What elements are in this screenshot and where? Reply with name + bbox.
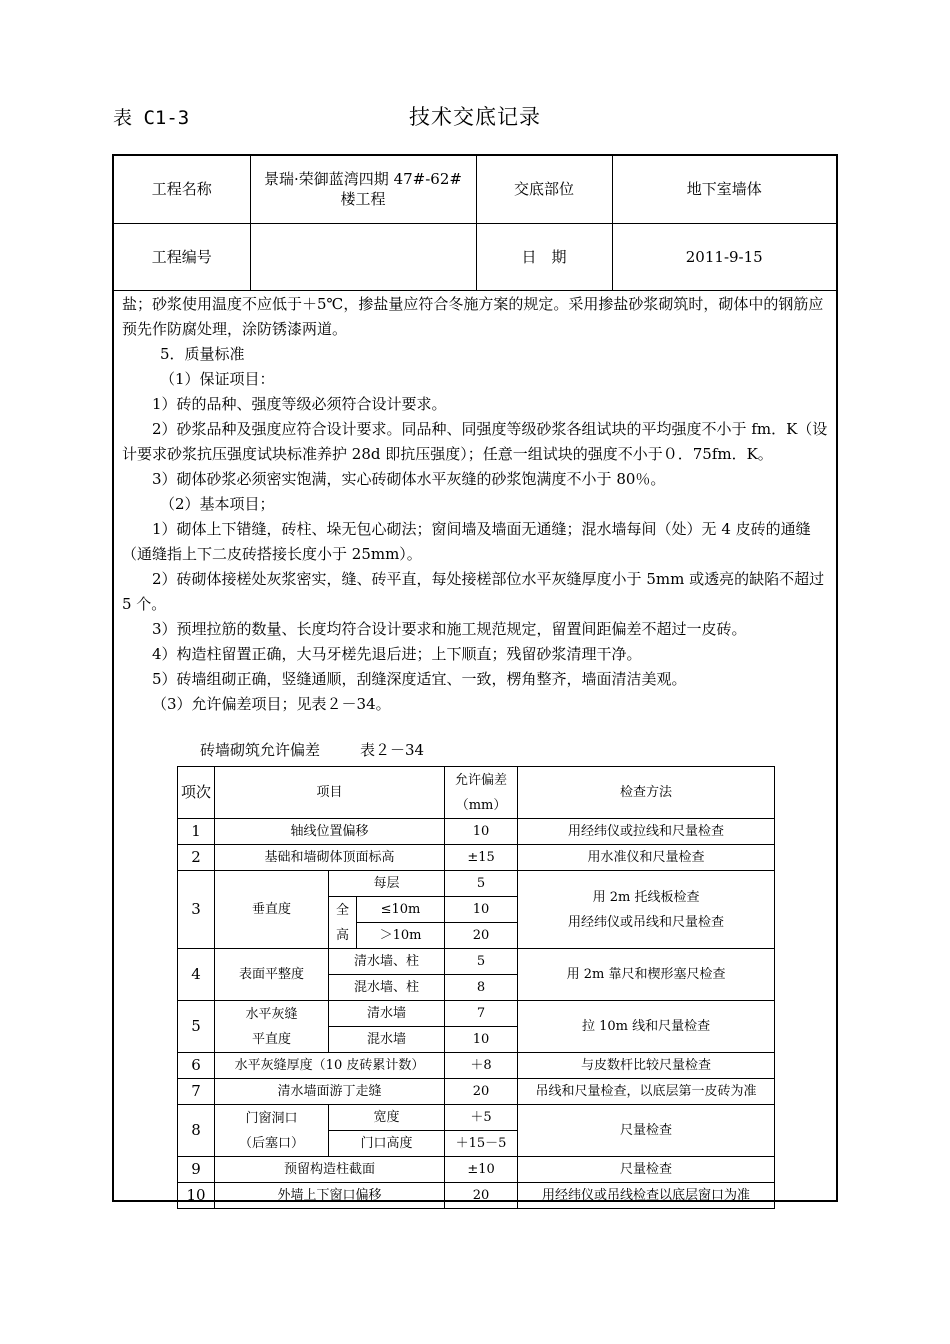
table-caption bbox=[200, 740, 464, 760]
row-tolerance: 10 bbox=[445, 1027, 518, 1053]
row-tolerance: 20 bbox=[445, 1079, 518, 1105]
paragraph: 1）砌体上下错缝，砖柱、垛无包心砌法；窗间墙及墙面无通缝；混水墙每间（处）无 4 皮砖的通缝（通缝指上下二皮砖搭接长度小于 25mm）。 bbox=[122, 520, 811, 563]
paragraph: 4）构造柱留置正确，大马牙槎先退后进；上下顺直；残留砂浆清理干净。 bbox=[152, 645, 642, 663]
method-line: 用经纬仪或吊线和尺量检查 bbox=[568, 914, 725, 930]
row-method: 用经纬仪或吊线检查以底层窗口为准 bbox=[518, 1183, 775, 1209]
form-code: 表 C1-3 bbox=[113, 107, 190, 129]
paragraph: （3）允许偏差项目；见表２－34。 bbox=[152, 695, 391, 713]
table-row bbox=[178, 819, 775, 845]
table-row bbox=[178, 845, 775, 871]
table-row bbox=[178, 871, 775, 897]
row-no: 4 bbox=[178, 949, 215, 1001]
row-item bbox=[215, 1105, 329, 1157]
table-row bbox=[178, 1105, 775, 1131]
table-row bbox=[178, 949, 775, 975]
row-method: 尺量检查 bbox=[518, 1157, 775, 1183]
row-subitem: 每层 bbox=[329, 871, 445, 897]
row-item: 基础和墙砌体顶面标高 bbox=[215, 845, 445, 871]
table-row bbox=[178, 1053, 775, 1079]
project-name-value: 景瑞·荣御蓝湾四期 47#-62# 楼工程 bbox=[250, 156, 476, 223]
record-frame bbox=[112, 154, 838, 1202]
row-no: 7 bbox=[178, 1079, 215, 1105]
paragraph: 盐；砂浆使用温度不应低于＋5℃，掺盐量应符合冬施方案的规定。采用掺盐砂浆砌筑时，砌体中的钢筋应预先作防腐处理，涂防锈漆两道。 bbox=[122, 295, 824, 338]
row-item: 预留构造柱截面 bbox=[215, 1157, 445, 1183]
row-method: 吊线和尺量检查，以底层第一皮砖为准 bbox=[518, 1079, 775, 1105]
row-tolerance: 10 bbox=[445, 819, 518, 845]
row-tolerance: ＋5 bbox=[445, 1105, 518, 1131]
method-line: 用 2m 托线板检查 bbox=[592, 889, 700, 905]
row-method: 尺量检查 bbox=[518, 1105, 775, 1157]
row-subitem: 混水墙、柱 bbox=[329, 975, 445, 1001]
paragraph: 5．质量标准 bbox=[160, 345, 245, 363]
row-item: 垂直度 bbox=[215, 871, 329, 949]
head-method: 检查方法 bbox=[518, 767, 775, 819]
row-tolerance: ＋15－5 bbox=[445, 1131, 518, 1157]
row-no: 3 bbox=[178, 871, 215, 949]
project-no-label: 工程编号 bbox=[114, 223, 250, 290]
table-row bbox=[178, 1157, 775, 1183]
row-no: 6 bbox=[178, 1053, 215, 1079]
body-text bbox=[122, 292, 830, 717]
paragraph: 1）砖的品种、强度等级必须符合设计要求。 bbox=[152, 395, 447, 413]
row-tolerance: 5 bbox=[445, 949, 518, 975]
paragraph: 3）砌体砂浆必须密实饱满，实心砖砌体水平灰缝的砂浆饱满度不小于 80％。 bbox=[152, 470, 666, 488]
table-row bbox=[178, 1079, 775, 1105]
page-title: 技术交底记录 bbox=[409, 105, 541, 129]
paragraph: 2）砂浆品种及强度应符合设计要求。同品种、同强度等级砂浆各组试块的平均强度不小于 fm．K（设计要求砂浆抗压强度试块标准养护 28d 即抗压强度）；任意一组试块的强度不小于０．75fm．K。 bbox=[122, 420, 828, 463]
row-method: 与皮数杆比较尺量检查 bbox=[518, 1053, 775, 1079]
row-method bbox=[518, 871, 775, 949]
row-no: 10 bbox=[178, 1183, 215, 1209]
row-item: 清水墙面游丁走缝 bbox=[215, 1079, 445, 1105]
head-item: 项目 bbox=[215, 767, 445, 819]
row-subitem: 宽度 bbox=[329, 1105, 445, 1131]
row-no: 2 bbox=[178, 845, 215, 871]
paragraph: 3）预埋拉筋的数量、长度均符合设计要求和施工规范规定，留置间距偏差不超过一皮砖。 bbox=[152, 620, 747, 638]
row-item: 外墙上下窗口偏移 bbox=[215, 1183, 445, 1209]
row-subitem: ＞10m bbox=[357, 923, 445, 949]
item-line: 门窗洞口 bbox=[245, 1110, 298, 1126]
row-tolerance: ＋8 bbox=[445, 1053, 518, 1079]
table-row bbox=[178, 1183, 775, 1209]
paragraph: （2）基本项目； bbox=[160, 495, 275, 513]
part-value: 地下室墙体 bbox=[612, 156, 836, 223]
row-subitem: ≤10m bbox=[357, 897, 445, 923]
row-tolerance: 7 bbox=[445, 1001, 518, 1027]
row-subitem: 混水墙 bbox=[329, 1027, 445, 1053]
date-label: 日 期 bbox=[476, 223, 612, 290]
row-item: 水平灰缝厚度（10 皮砖累计数） bbox=[215, 1053, 445, 1079]
row-method: 用 2m 靠尺和楔形塞尺检查 bbox=[518, 949, 775, 1001]
table-caption-title: 砖墙砌筑允许偏差 bbox=[200, 741, 321, 759]
paragraph: 2）砖砌体接槎处灰浆密实，缝、砖平直，每处接槎部位水平灰缝厚度小于 5mm 或透亮的缺陷不超过 5 个。 bbox=[122, 570, 825, 613]
head-tolerance: 允许偏差（mm） bbox=[445, 767, 518, 819]
row-tolerance: ±15 bbox=[445, 845, 518, 871]
deviation-table bbox=[177, 766, 775, 1209]
item-line: 平直度 bbox=[251, 1031, 291, 1047]
row-method: 拉 10m 线和尺量检查 bbox=[518, 1001, 775, 1053]
item-line: （后塞口） bbox=[238, 1135, 304, 1151]
project-no-value bbox=[250, 223, 476, 290]
row-no: 5 bbox=[178, 1001, 215, 1053]
table-row bbox=[178, 1001, 775, 1027]
header-table bbox=[114, 156, 836, 291]
paragraph: 5）砖墙组砌正确，竖缝通顺，刮缝深度适宜、一致，楞角整齐，墙面清洁美观。 bbox=[152, 670, 687, 688]
table-caption-number: 表２－34 bbox=[360, 741, 425, 759]
row-method: 用水准仪和尺量检查 bbox=[518, 845, 775, 871]
paragraph: （1）保证项目： bbox=[160, 370, 275, 388]
row-subitem: 清水墙、柱 bbox=[329, 949, 445, 975]
row-tolerance: 20 bbox=[445, 923, 518, 949]
row-subitem: 全高 bbox=[329, 897, 357, 949]
row-subitem: 门口高度 bbox=[329, 1131, 445, 1157]
row-method: 用经纬仪或拉线和尺量检查 bbox=[518, 819, 775, 845]
row-tolerance: 8 bbox=[445, 975, 518, 1001]
row-no: 9 bbox=[178, 1157, 215, 1183]
head-no: 项次 bbox=[178, 767, 215, 819]
row-tolerance: 5 bbox=[445, 871, 518, 897]
row-tolerance: 20 bbox=[445, 1183, 518, 1209]
project-name-label: 工程名称 bbox=[114, 156, 250, 223]
part-label: 交底部位 bbox=[476, 156, 612, 223]
row-tolerance: ±10 bbox=[445, 1157, 518, 1183]
row-tolerance: 10 bbox=[445, 897, 518, 923]
row-item: 轴线位置偏移 bbox=[215, 819, 445, 845]
row-no: 1 bbox=[178, 819, 215, 845]
row-subitem: 清水墙 bbox=[329, 1001, 445, 1027]
item-line: 水平灰缝 bbox=[245, 1006, 298, 1022]
row-no: 8 bbox=[178, 1105, 215, 1157]
row-item bbox=[215, 1001, 329, 1053]
row-item: 表面平整度 bbox=[215, 949, 329, 1001]
date-value: 2011-9-15 bbox=[612, 223, 836, 290]
